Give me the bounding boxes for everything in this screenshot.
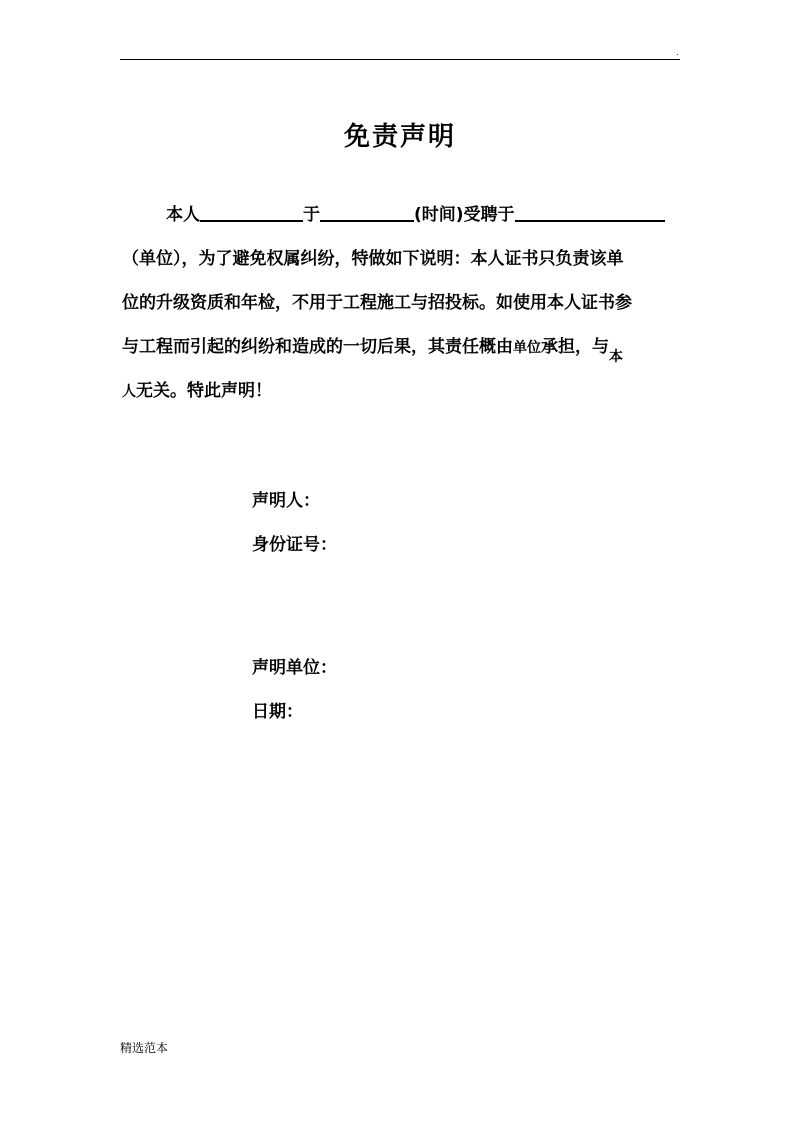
text-segment: 无关。特此声明！	[136, 381, 272, 401]
date-blank	[320, 198, 414, 222]
signature-block-unit	[252, 646, 337, 734]
text-segment: (时间)受聘于	[414, 205, 515, 225]
body-line-2: （单位），为了避免权属纠纷，特做如下说明：本人证书只负责该单	[122, 249, 624, 269]
footer-text: 精选范本	[120, 1041, 169, 1055]
text-segment: 承担，与	[541, 337, 609, 357]
text-segment: 于	[303, 205, 320, 225]
text-segment-small: 人	[122, 384, 136, 400]
declaring-unit-label: 声明单位：	[252, 658, 337, 678]
unit-blank	[515, 198, 665, 222]
text-segment: 与工程而引起的纠纷和造成的一切后果，其责任概由	[122, 337, 513, 357]
header-mark: .	[676, 48, 679, 57]
id-number-label: 身份证号：	[252, 535, 337, 555]
body-line-1	[122, 193, 682, 237]
body-line-3: 位的升级资质和年检，不用于工程施工与招投标。如使用本人证书参	[122, 293, 632, 313]
document-title: 免责声明	[343, 122, 456, 152]
declaration-body	[122, 193, 682, 413]
body-line-5	[122, 369, 682, 413]
body-line-4	[122, 325, 682, 369]
date-label: 日期：	[252, 702, 303, 722]
name-blank	[200, 198, 303, 222]
text-segment: 本人	[166, 205, 200, 225]
text-segment-small: 本	[609, 349, 623, 365]
text-segment-small: 单位	[513, 340, 541, 356]
declarant-label: 声明人：	[252, 491, 320, 511]
signature-block-person	[252, 479, 337, 567]
header-rule	[120, 59, 680, 60]
